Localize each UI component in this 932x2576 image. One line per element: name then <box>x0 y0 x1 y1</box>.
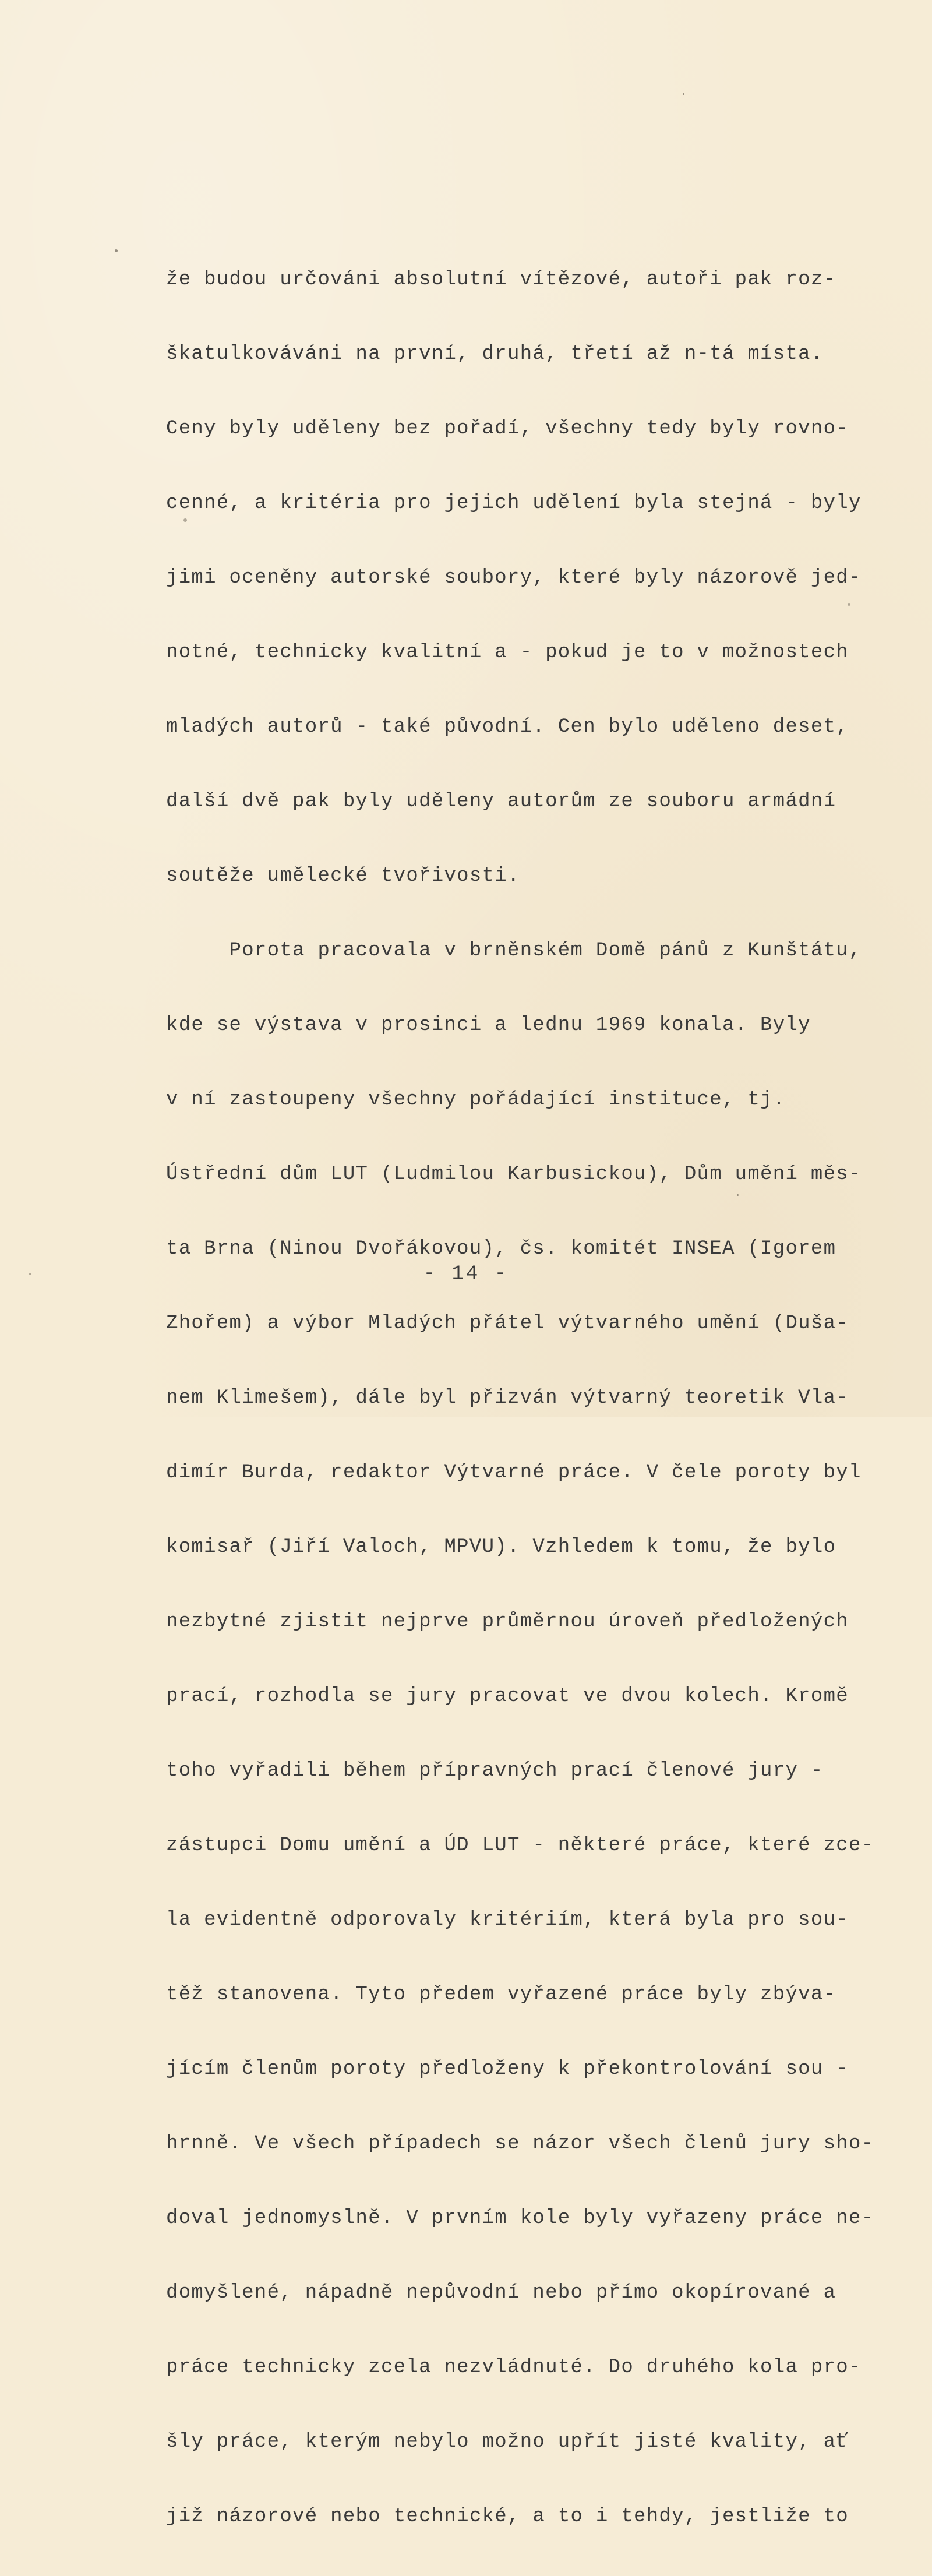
text-line: již názorové nebo technické, a to i tehdy, jestliže to <box>166 2506 849 2528</box>
page-number: - 14 - <box>423 1263 509 1285</box>
text-line: Ceny byly uděleny bez pořadí, všechny tedy byly rovno- <box>166 418 849 440</box>
text-line: škatulkováváni na první, druhá, třetí až n-tá místa. <box>166 343 824 365</box>
text-line: Zhořem) a výbor Mladých přátel výtvarného umění (Duša- <box>166 1312 849 1335</box>
text-line: dimír Burda, redaktor Výtvarné práce. V čele poroty byl <box>166 1462 862 1484</box>
text-line: kde se výstava v prosinci a lednu 1969 konala. Byly <box>166 1014 811 1036</box>
text-line: komisař (Jiří Valoch, MPVU). Vzhledem k tomu, že bylo <box>166 1536 836 1558</box>
text-line: prací, rozhodla se jury pracovat ve dvou kolech. Kromě <box>166 1685 849 1707</box>
paper-speck <box>115 249 118 252</box>
text-line: šly práce, kterým nebylo možno upřít jisté kvality, ať <box>166 2431 849 2453</box>
text-line: hrnně. Ve všech případech se názor všech členů jury sho- <box>166 2133 874 2155</box>
text-line: nem Klimešem), dále byl přizván výtvarný teoretik Vla- <box>166 1387 849 1409</box>
paper-speck <box>183 518 187 522</box>
text-line: toho vyřadili během přípravných prací členové jury - <box>166 1760 824 1782</box>
paper-speck <box>29 1273 31 1275</box>
text-line: Porota pracovala v brněnském Domě pánů z Kunštátu, <box>166 940 862 962</box>
text-line: v ní zastoupeny všechny pořádající instituce, tj. <box>166 1089 786 1111</box>
text-line: la evidentně odporovaly kritériím, která byla pro sou- <box>166 1909 849 1931</box>
text-line: práce technicky zcela nezvládnuté. Do druhého kola pro- <box>166 2356 862 2379</box>
text-line: Ústřední dům LUT (Ludmilou Karbusickou), Dům umění měs- <box>166 1163 862 1185</box>
paper-speck <box>683 93 684 95</box>
text-line: ta Brna (Ninou Dvořákovou), čs. komitét INSEA (Igorem <box>166 1238 836 1260</box>
text-line: cenné, a kritéria pro jejich udělení byla stejná - byly <box>166 492 862 514</box>
body-text <box>166 220 888 2576</box>
text-line: mladých autorů - také původní. Cen bylo uděleno deset, <box>166 716 849 738</box>
text-line: domyšlené, nápadně nepůvodní nebo přímo okopírované a <box>166 2282 836 2304</box>
text-line: těž stanovena. Tyto předem vyřazené práce byly zbýva- <box>166 1984 836 2006</box>
text-line: jimi oceněny autorské soubory, které byly názorově jed- <box>166 567 862 589</box>
text-line: zástupci Domu umění a ÚD LUT - některé práce, které zce- <box>166 1834 874 1857</box>
paper-speck <box>737 1194 739 1196</box>
text-line: že budou určováni absolutní vítězové, autoři pak roz- <box>166 269 836 291</box>
text-line: notné, technicky kvalitní a - pokud je to v možnostech <box>166 641 849 664</box>
text-line: doval jednomyslně. V prvním kole byly vyřazeny práce ne- <box>166 2207 874 2229</box>
text-line: soutěže umělecké tvořivosti. <box>166 865 520 887</box>
text-line: další dvě pak byly uděleny autorům ze souboru armádní <box>166 791 836 813</box>
text-line: jícím členům poroty předloženy k překontrolování sou - <box>166 2058 849 2080</box>
text-line: nezbytné zjistit nejprve průměrnou úroveň předložených <box>166 1611 849 1633</box>
paper-speck <box>848 603 850 606</box>
